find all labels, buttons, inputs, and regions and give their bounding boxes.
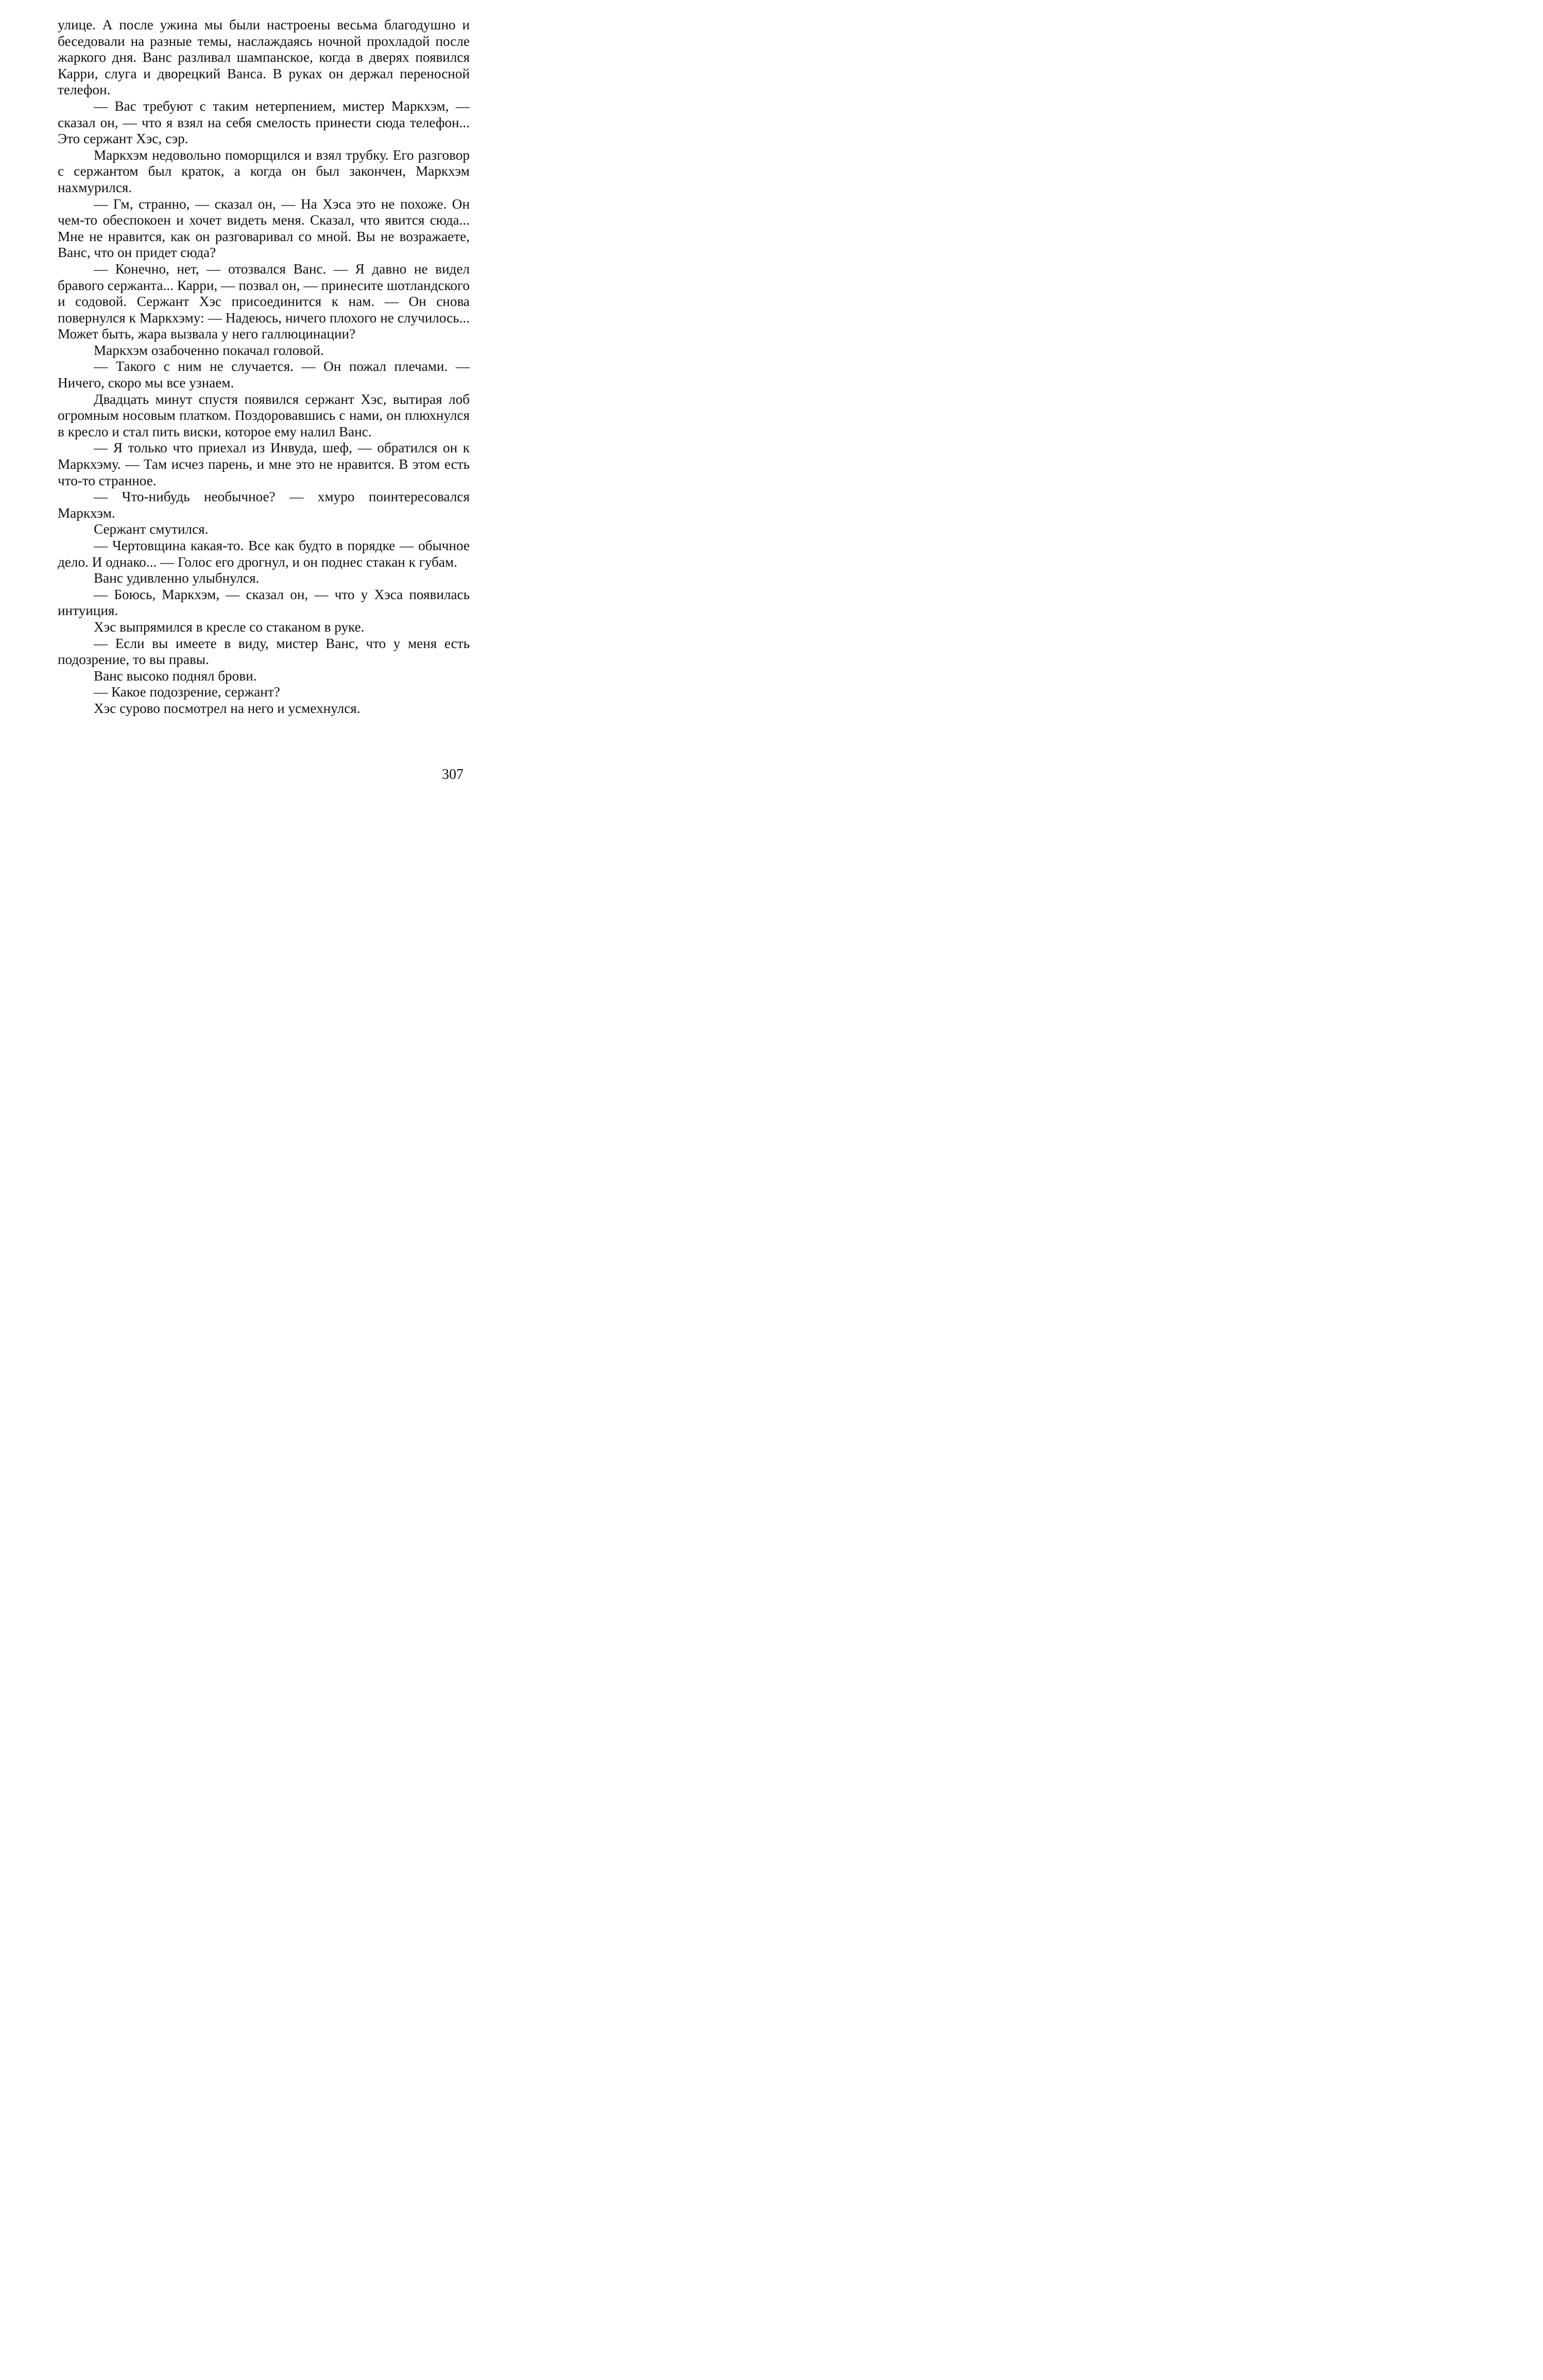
body-text	[58, 17, 470, 717]
paragraph: — Гм, странно, — сказал он, — На Хэса это не похоже. Он чем-то обеспокоен и хочет видеть меня. Сказал, что явится сюда... Мне не нравится, как он разговаривал со мной. Вы не возражаете, Ванс, что он придет сюда?	[58, 196, 470, 261]
paragraph: — Я только что приехал из Инвуда, шеф, — обратился он к Маркхэму. — Там исчез парень, и мне это не нравится. В этом есть что-то странное.	[58, 440, 470, 488]
paragraph: — Вас требуют с таким нетерпением, мистер Маркхэм, — сказал он, — что я взял на себя смелость принести сюда телефон... Это сержант Хэс, сэр.	[58, 98, 470, 147]
paragraph: Сержант смутился.	[94, 521, 209, 537]
paragraph: — Если вы имеете в виду, мистер Ванс, что у меня есть подозрение, то вы правы.	[58, 635, 470, 668]
page-number: 307	[442, 767, 464, 783]
paragraph: — Что-нибудь необычное? — хмуро поинтересовался Маркхэм.	[58, 489, 470, 521]
paragraph: Ванс высоко поднял брови.	[94, 668, 257, 684]
book-page	[0, 0, 527, 815]
paragraph: Маркхэм озабоченно покачал головой.	[94, 342, 324, 358]
paragraph: — Боюсь, Маркхэм, — сказал он, — что у Хэса появилась интуиция.	[58, 586, 470, 619]
paragraph: — Чертовщина какая-то. Все как будто в порядке — обычное дело. И однако... — Голос его дрогнул, и он поднес стакан к губам.	[58, 538, 470, 570]
paragraph: — Конечно, нет, — отозвался Ванс. — Я давно не видел бравого сержанта... Карри, — позвал он, — принесите шотландского и содовой. Сержант Хэс присоединится к нам. — Он снова повернулся к Маркхэму: — Надеюсь, ничего плохого не случилось... Может быть, жара вызвала у него галлюцинации?	[58, 261, 470, 342]
paragraph: — Какое подозрение, сержант?	[94, 684, 280, 700]
paragraph: Двадцать минут спустя появился сержант Хэс, вытирая лоб огромным носовым платком. Поздоровавшись с нами, он плюхнулся в кресло и стал пить виски, которое ему налил Ванс.	[58, 391, 470, 439]
paragraph: улице. А после ужина мы были настроены весьма благодушно и беседовали на разные темы, наслаждаясь ночной прохладой после жаркого дня. Ванс разливал шампанское, когда в дверях появился Карри, слуга и дворецкий Ванса. В руках он держал переносной телефон.	[58, 17, 470, 98]
paragraph: Ванс удивленно улыбнулся.	[94, 570, 260, 586]
paragraph: Маркхэм недовольно поморщился и взял трубку. Его разговор с сержантом был краток, а когда он был закончен, Маркхэм нахмурился.	[58, 147, 470, 195]
paragraph: Хэс выпрямился в кресле со стаканом в руке.	[94, 619, 365, 635]
paragraph: — Такого с ним не случается. — Он пожал плечами. — Ничего, скоро мы все узнаем.	[58, 359, 470, 391]
paragraph: Хэс сурово посмотрел на него и усмехнулся.	[94, 700, 361, 716]
